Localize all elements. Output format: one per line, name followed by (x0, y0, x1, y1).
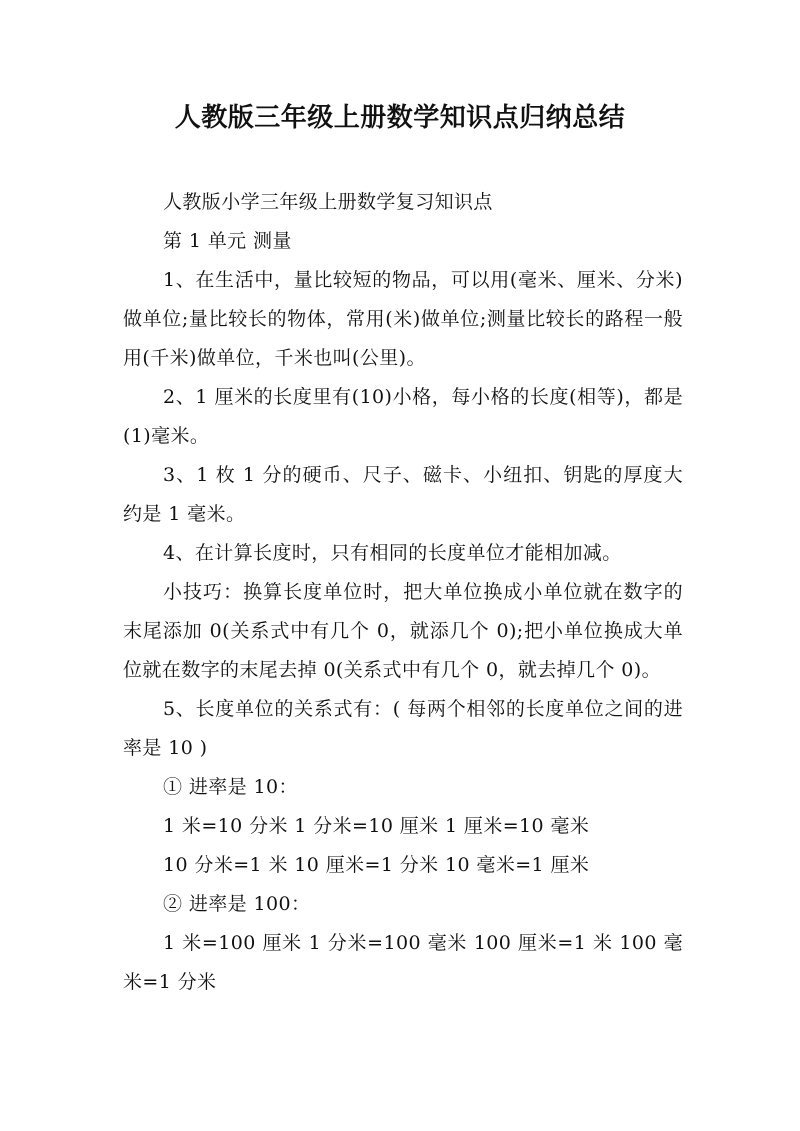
paragraph-rate-10-heading: ① 进率是 10： (163, 776, 298, 798)
paragraph-item-1: 1、在生活中，量比较短的物品，可以用(毫米、厘米、分米)做单位;量比较长的物体，常用(米)做单位;测量比较长的路程一般用(千米)做单位，千米也叫(公里)。 (123, 269, 683, 369)
paragraph-subtitle: 人教版小学三年级上册数学复习知识点 (163, 191, 493, 213)
paragraph-item-3: 3、1 枚 1 分的硬币、尺子、磁卡、小纽扣、钥匙的厚度大约是 1 毫米。 (123, 464, 683, 525)
paragraph-tip: 小技巧：换算长度单位时，把大单位换成小单位就在数字的末尾添加 0(关系式中有几个 0，就添几个 0);把小单位换成大单位就在数字的末尾去掉 0(关系式中有几个 0，就去掉几个 0)。 (123, 581, 683, 681)
paragraph-rate-100-line-1: 1 米=100 厘米 1 分米=100 毫米 100 厘米=1 米 100 毫米=1 分米 (123, 932, 683, 993)
paragraph-rate-10-line-1: 1 米=10 分米 1 分米=10 厘米 1 厘米=10 毫米 (163, 815, 590, 837)
document-title: 人教版三年级上册数学知识点归纳总结 (174, 103, 626, 133)
paragraph-item-2: 2、1 厘米的长度里有(10)小格，每小格的长度(相等)，都是(1)毫米。 (123, 386, 683, 447)
paragraph-unit-heading: 第 1 单元 测量 (163, 230, 292, 252)
paragraph-item-5: 5、长度单位的关系式有：( 每两个相邻的长度单位之间的进率是 10 ) (123, 698, 683, 759)
paragraph-rate-10-line-2: 10 分米=1 米 10 厘米=1 分米 10 毫米=1 厘米 (163, 854, 590, 876)
paragraph-item-4: 4、在计算长度时，只有相同的长度单位才能相加减。 (163, 542, 622, 564)
document-body (123, 183, 683, 1002)
paragraph-rate-100-heading: ② 进率是 100： (163, 893, 311, 915)
